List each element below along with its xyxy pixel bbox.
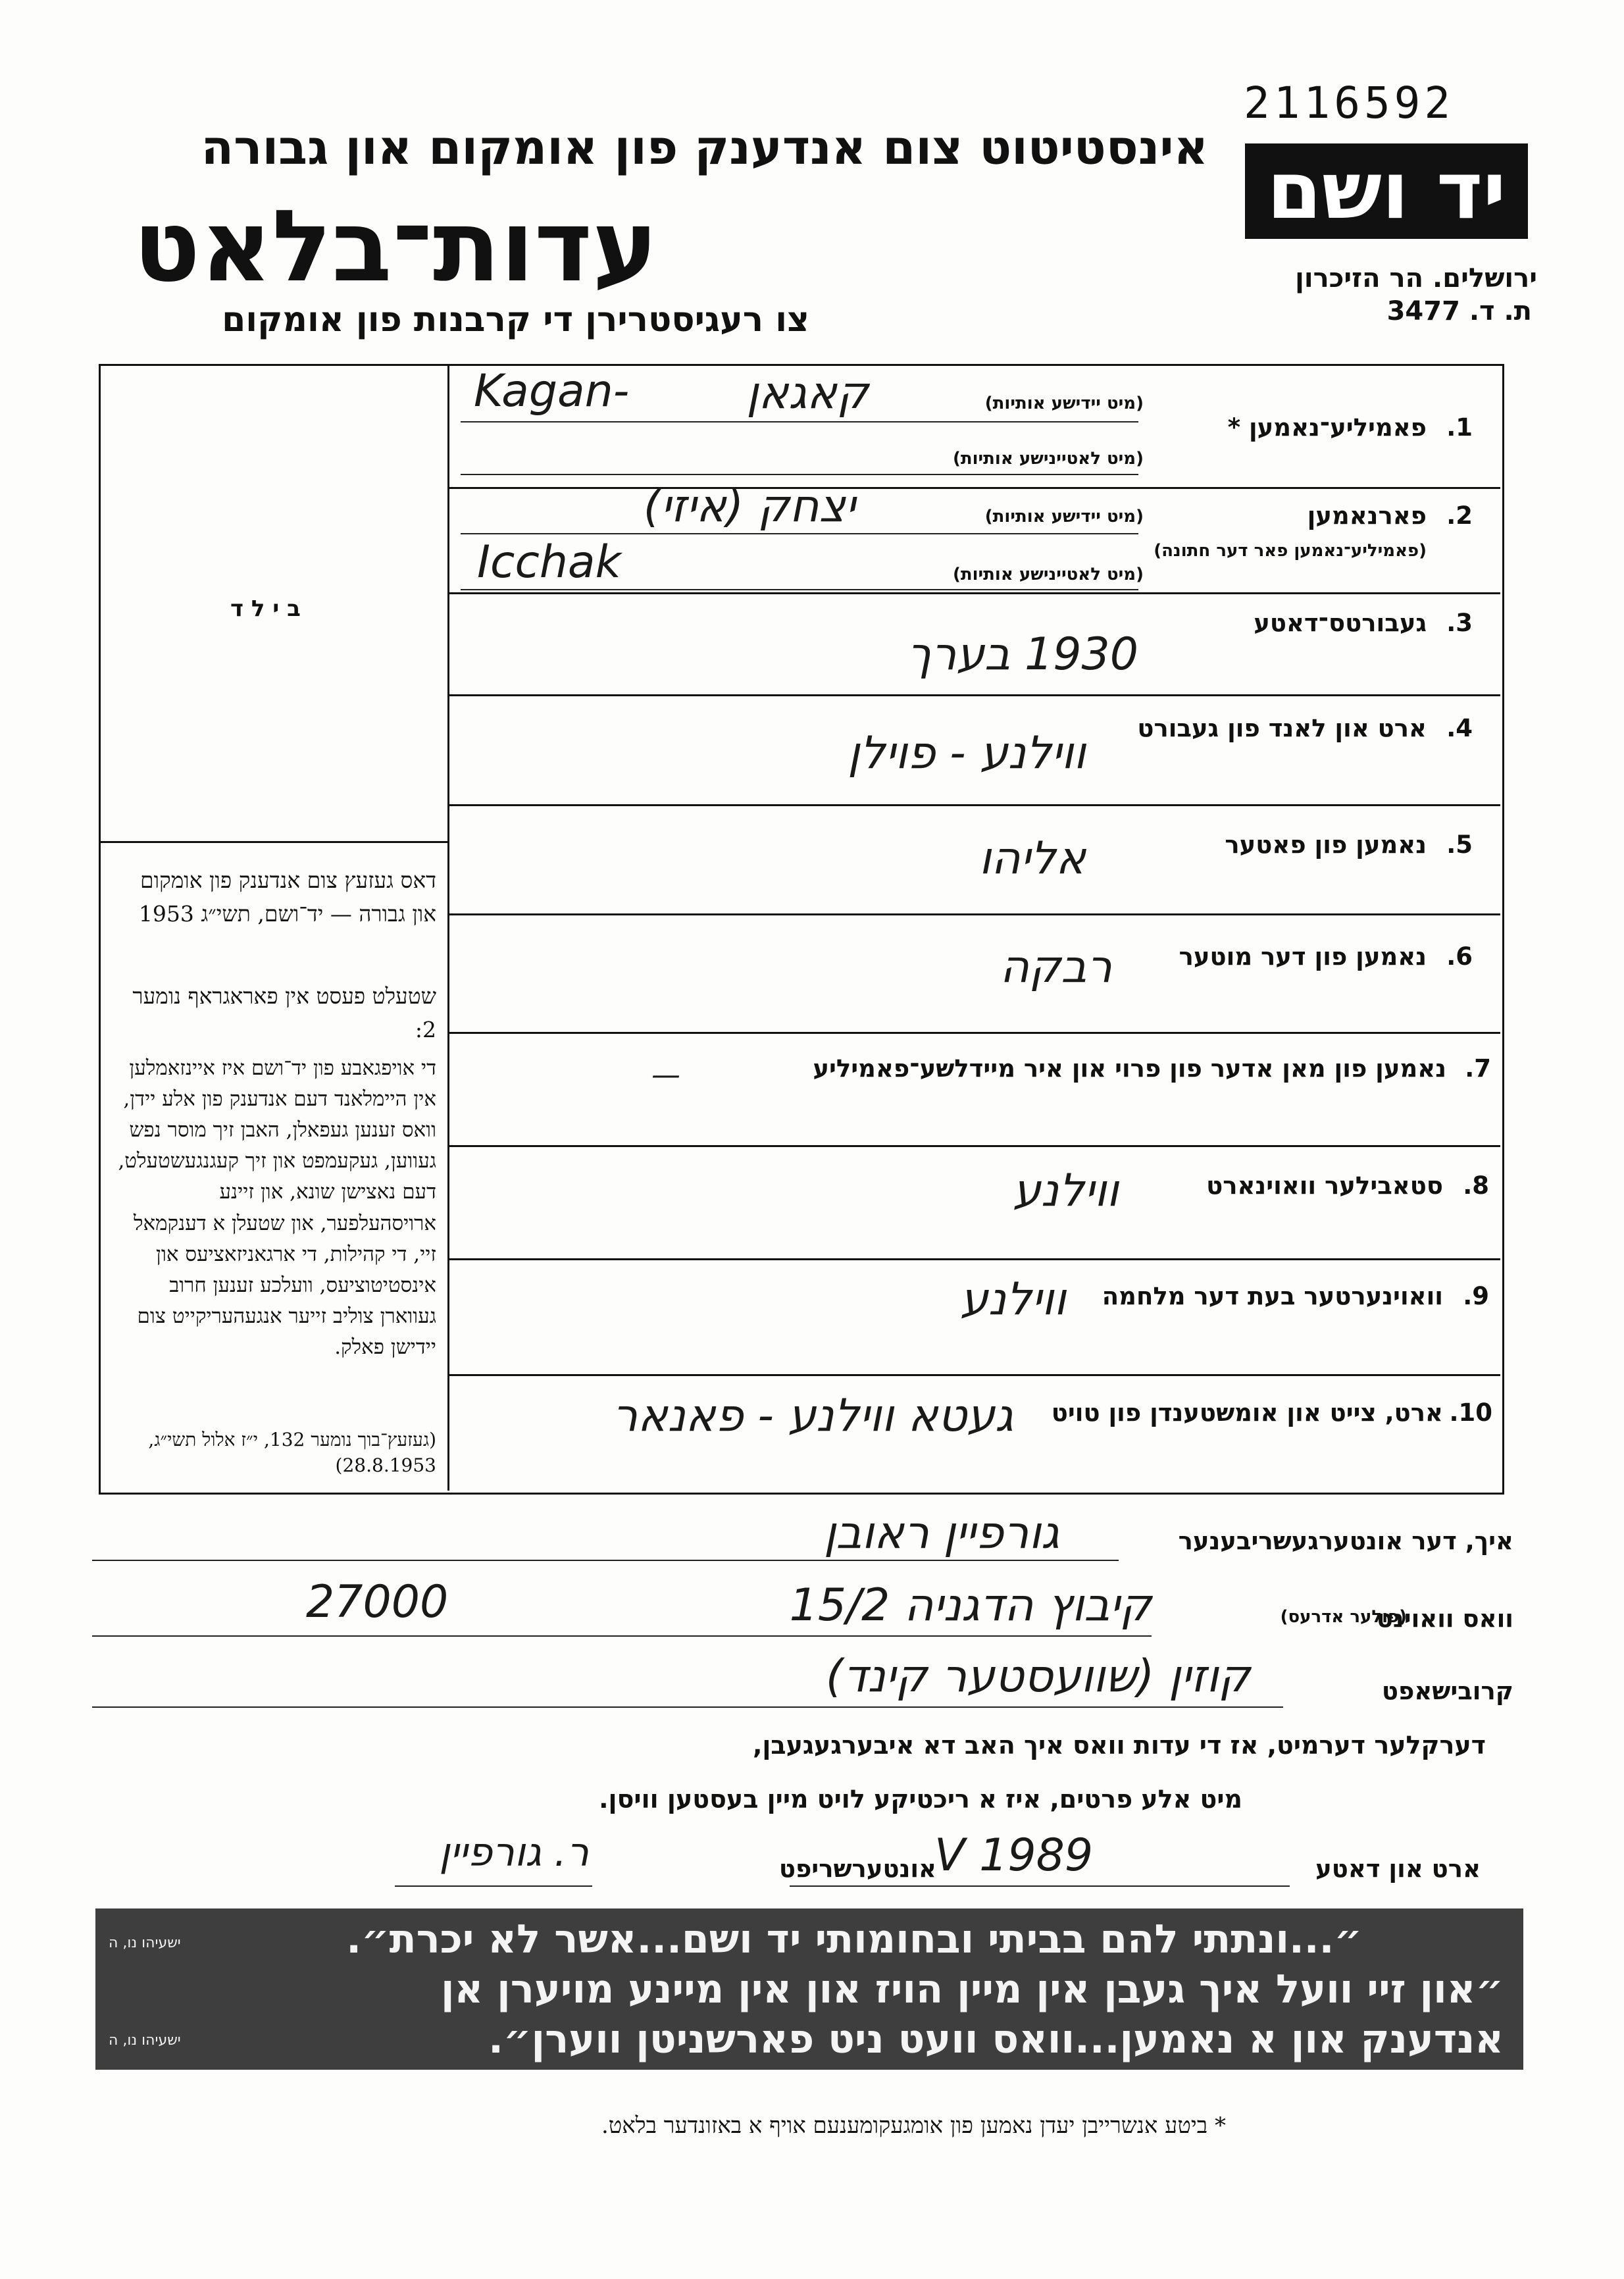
submitter-postal-value: 27000: [306, 1576, 449, 1628]
institute-title: אינסטיטוט צום אנדענק פון אומקום און גבורה: [201, 120, 1208, 175]
field-label-residence: סטאבילער וואוינארט: [1206, 1171, 1443, 1200]
underline: [461, 589, 1138, 590]
field-label-first-name: פארנאמען: [1307, 501, 1427, 530]
banner-line-2: ״און זיי וועל איך געבן אין מיין הויז און אין מיינע מויערן אן: [440, 1966, 1504, 2012]
place-date-label: ארט און דאטע: [1315, 1855, 1481, 1883]
underline: [461, 533, 1138, 534]
field-number: 9.: [1463, 1282, 1489, 1310]
photo-box-divider: [99, 841, 449, 843]
sublabel-yiddish: (מיט יידישע אותיות): [984, 507, 1144, 526]
field-number: 6.: [1446, 942, 1473, 971]
underline: [461, 421, 1138, 423]
field-number: 5.: [1446, 831, 1473, 859]
sublabel-latin: (מיט לאטיינישע אותיות): [952, 565, 1144, 584]
scripture-banner: [95, 1908, 1523, 2070]
field-number: 4.: [1446, 714, 1473, 742]
declaration-line-2: מיט אלע פרטים, איז א ריכטיקע לויט מיין בעסטען וויסן.: [599, 1785, 1242, 1814]
declaration-line-1: דערקלער דערמיט, אז די עדות וואס איך האב דא איבערגעגעבן,: [752, 1731, 1486, 1760]
row-divider: [447, 694, 1500, 696]
field-label-death: ארט, צייט און אומשטענדן פון טויט: [1051, 1398, 1443, 1427]
underline: [92, 1706, 1283, 1708]
submitter-name-label: איך, דער אונטערגעשריבענער: [1178, 1527, 1513, 1555]
signature-label: אונטערשריפט: [778, 1855, 936, 1883]
banner-line-3: אנדענק און א נאמען...וואס וועט ניט פארשניטן ווערן״.: [488, 2016, 1504, 2062]
father-name-value: אליהו: [978, 832, 1086, 884]
underline: [92, 1560, 1119, 1561]
field-number: 3.: [1446, 609, 1473, 637]
submitter-address-value: קיבוץ הדגניה 15/2: [789, 1579, 1152, 1631]
war-residence-value: ווילנע: [960, 1273, 1066, 1325]
sublabel-latin: (מיט לאטיינישע אותיות): [952, 449, 1144, 469]
first-name-yiddish-value: יצחק (איזי): [643, 480, 855, 532]
row-divider: [447, 1032, 1500, 1034]
row-divider: [447, 592, 1500, 594]
sublabel-yiddish: (מיט יידישע אותיות): [984, 394, 1144, 413]
banner-reference-1: ישעיהו נו, ה: [109, 1935, 181, 1951]
row-divider: [447, 1145, 1500, 1147]
field-label-birth-place: ארט און לאנד פון געבורט: [1137, 714, 1427, 742]
field-number: 2.: [1446, 501, 1473, 530]
sidebar-law: דאס געזעץ צום אנדענק פון אומקום און גבורה — יד־ושם, תשי״ג 1953: [138, 867, 436, 927]
column-divider: [447, 364, 449, 1491]
banner-reference-3: ישעיהו נו, ה: [109, 2032, 181, 2049]
birth-date-value: 1930 בערך: [907, 628, 1138, 680]
submitter-relation-label: קרובישאפט: [1381, 1677, 1513, 1705]
address-line-2: ת. ד. 3477: [1386, 296, 1532, 326]
family-name-latin-value: Kagan-: [474, 365, 630, 417]
document-number: 2116592: [1244, 78, 1455, 128]
field-label-birth-date: געבורטס־דאטע: [1254, 609, 1427, 637]
spouse-value: —: [651, 1058, 680, 1092]
mother-name-value: רבקה: [1000, 941, 1112, 993]
submitter-name-value: גורפיין ראובן: [823, 1507, 1059, 1559]
birth-place-value: ווילנע - פוילן: [848, 727, 1086, 779]
place-date-value: V 1989: [934, 1830, 1094, 1882]
page-title: עדות־בלאט: [133, 190, 658, 304]
field-label-war-residence: וואוינערטער בעת דער מלחמה: [1102, 1282, 1443, 1310]
underline: [461, 474, 1138, 475]
sidebar-reference: (געזעץ־בוך נומער 132, י״ז אלול תשי״ג, 28.8.1953): [148, 1429, 436, 1477]
address-line-1: ירושלים. הר הזיכרון: [1295, 263, 1537, 294]
residence-value: ווילנע: [1013, 1165, 1119, 1217]
sublabel-maiden-name: (פאמיליע־נאמען פאר דער חתונה): [1154, 541, 1427, 561]
row-divider: [447, 913, 1500, 915]
field-number: 1.: [1446, 413, 1473, 442]
field-number: 7.: [1465, 1054, 1491, 1083]
family-name-yiddish-value: קאגאן: [746, 367, 869, 419]
yad-vashem-logo: [1245, 143, 1528, 239]
row-divider: [447, 1374, 1500, 1376]
sidebar-body: די אויפגאבע פון יד־ושם איז איינזאמלען אין היימלאנד דעם אנדענק פון אלע יידן, וואס זענען געפאלן, האבן זיך מוסר נפש געווען, געקעמפט און זיך קעגנגעשטעלט, דעם נאצישן שונא, און זיינע ארויסהעלפער, און שטעלן א דענקמאל זיי, די קהילות, די ארגאניזאציעס און אינסטיטוציעס, וועלכע זענען חרוב געווארן צוליב זייער אנגעהעריקייט צום יידישן פאלק.: [118, 1056, 436, 1359]
field-label-father-name: נאמען פון פאטער: [1225, 831, 1427, 859]
photo-label: ב י ל ד: [230, 596, 301, 622]
underline: [92, 1635, 1152, 1637]
row-divider: [447, 1258, 1500, 1260]
first-name-latin-value: Icchak: [477, 536, 621, 588]
underline: [790, 1885, 1290, 1887]
submitter-address-sublabel: (פולער אדרעס): [1280, 1607, 1407, 1627]
field-label-mother-name: נאמען פון דער מוטער: [1179, 942, 1427, 971]
logo-text: יד ושם: [1267, 145, 1506, 237]
signature-value: ר. גורפיין: [439, 1830, 589, 1876]
submitter-address-label: וואס וואוינט: [1376, 1604, 1513, 1633]
banner-line-1: ״...ונתתי להם בביתי ובחומותי יד ושם...אשר לא יכרת״.: [346, 1916, 1362, 1962]
sidebar-paragraph: שטעלט פעסט אין פאראגראף נומער 2:: [132, 983, 436, 1043]
death-value: געטא ווילנע - פאנאר: [612, 1390, 1013, 1442]
underline: [395, 1885, 592, 1887]
row-divider: [447, 804, 1500, 806]
submitter-relation-value: קוזין (שוועסטער קינד): [825, 1651, 1250, 1703]
field-label-family-name: פאמיליע־נאמען *: [1227, 413, 1427, 442]
field-number: 10.: [1449, 1398, 1492, 1427]
field-number: 8.: [1463, 1171, 1489, 1200]
page-subtitle: צו רעגיסטרירן די קרבנות פון אומקום: [222, 300, 809, 340]
field-label-spouse: נאמען פון מאן אדער פון פרוי און איר מיידלשע־פאמיליע: [813, 1054, 1446, 1083]
footnote: * ביטע אנשרייבן יעדן נאמען פון אומגעקומענעם אויף א באזונדער בלאט.: [601, 2113, 1226, 2139]
